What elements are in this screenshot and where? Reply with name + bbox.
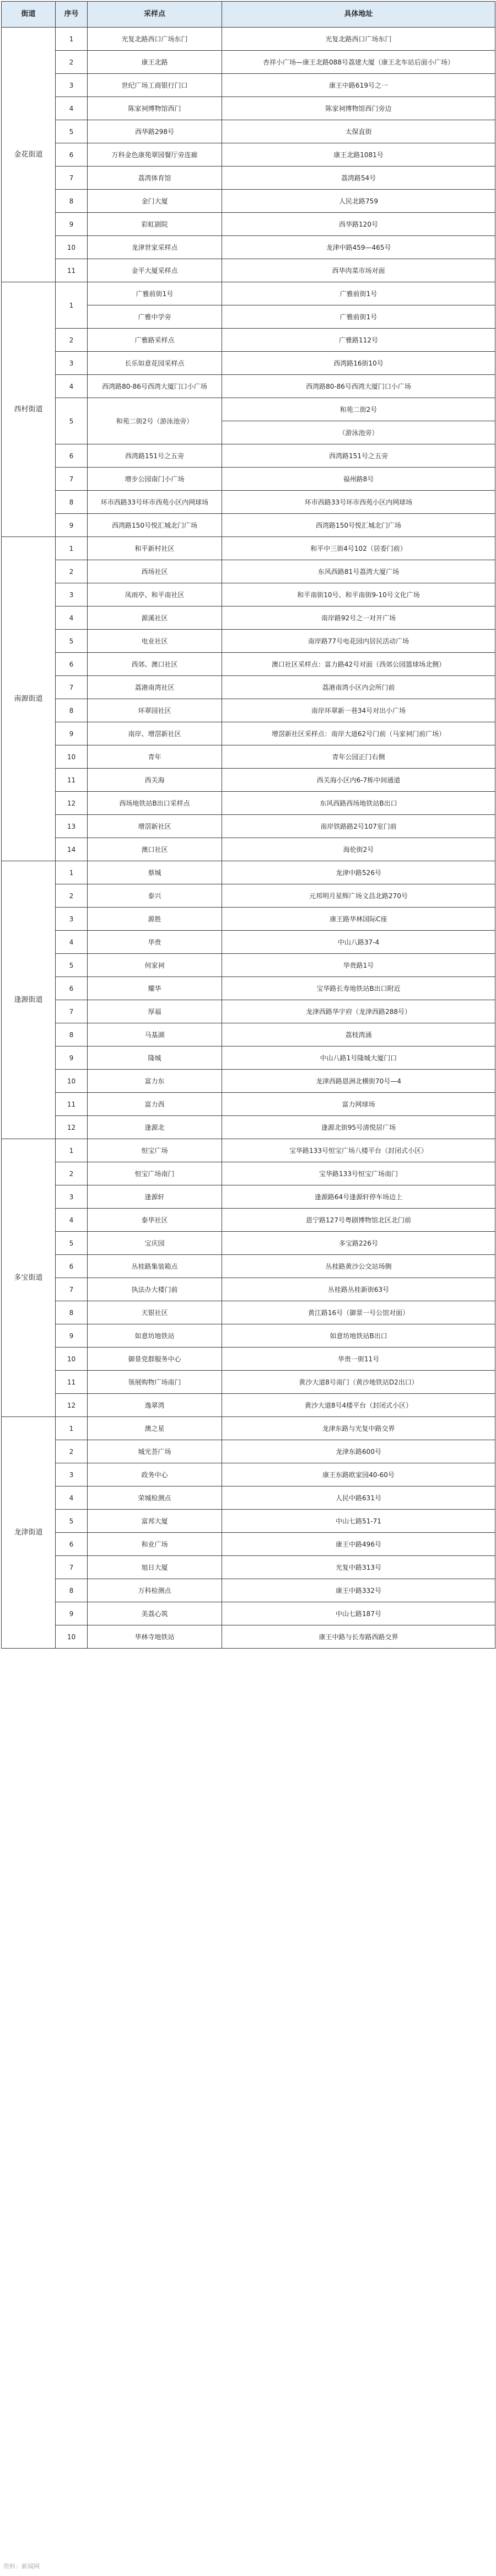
sampling-point-name: 逢源轩 [88, 1185, 222, 1209]
table-row [2, 537, 495, 560]
table-row [2, 630, 495, 653]
address-cell: 西关海小区内6-7栋中间通道 [222, 769, 495, 792]
table-row [2, 908, 495, 931]
table-row [2, 51, 495, 74]
table-row [2, 1324, 495, 1348]
address-cell: 西华路120号 [222, 213, 495, 236]
table-row [2, 1417, 495, 1440]
header-sampling-point: 采样点 [88, 2, 222, 28]
row-number: 9 [56, 1324, 88, 1348]
table-row [2, 1579, 495, 1602]
table-row [2, 1463, 495, 1486]
sampling-point-name: 西关海 [88, 769, 222, 792]
row-number: 6 [56, 653, 88, 676]
address-cell: 西湾路80-86号西湾大厦门口小广场 [222, 375, 495, 398]
row-number: 9 [56, 1046, 88, 1070]
sampling-point-name: 执法办大楼门前 [88, 1278, 222, 1301]
table-row [2, 699, 495, 722]
address-cell: 中山七路187号 [222, 1602, 495, 1625]
address-cell: 多宝路226号 [222, 1232, 495, 1255]
sampling-point-name: 西湾路80-86号西湾大厦门口小广场 [88, 375, 222, 398]
address-cell: 康王北路1081号 [222, 143, 495, 167]
address-cell: 南岸路92号之一对开广场 [222, 607, 495, 630]
district-cell: 金花街道 [2, 28, 56, 282]
row-number: 12 [56, 792, 88, 815]
table-row [2, 1000, 495, 1023]
row-number: 10 [56, 1348, 88, 1371]
row-number: 4 [56, 931, 88, 954]
address-cell: 南岸铁路路2号107室门前 [222, 815, 495, 838]
row-number: 10 [56, 236, 88, 259]
header-district: 街道 [2, 2, 56, 28]
table-row [2, 884, 495, 908]
table-row [2, 1093, 495, 1116]
row-number: 6 [56, 1255, 88, 1278]
address-cell: 增滘新社区采样点：南岸大道62号门前（马家祠门前广场） [222, 722, 495, 745]
row-number: 4 [56, 97, 88, 120]
table-row [2, 954, 495, 977]
district-cell: 逢源街道 [2, 861, 56, 1139]
address-cell: 元邦明月星辉广场文昌北路270号 [222, 884, 495, 908]
row-number: 9 [56, 1602, 88, 1625]
address-cell: 华贵路1号 [222, 954, 495, 977]
address-cell: 人民北路759 [222, 190, 495, 213]
sampling-point-name: 西场地铁站B出口采样点 [88, 792, 222, 815]
address-cell: 福州路8号 [222, 468, 495, 491]
sampling-point-name: 泰华社区 [88, 1209, 222, 1232]
sampling-point-name: 逸翠湾 [88, 1394, 222, 1417]
sampling-point-name: 康王北路 [88, 51, 222, 74]
address-cell: 西湾路151号之五旁 [222, 444, 495, 468]
address-cell: 富力网球场 [222, 1093, 495, 1116]
sampling-point-name: 美荔心筑 [88, 1602, 222, 1625]
row-number: 2 [56, 884, 88, 908]
sampling-point-name: 恒宝广场南门 [88, 1162, 222, 1185]
sampling-point-name: 富邦大厦 [88, 1510, 222, 1533]
row-number: 8 [56, 1301, 88, 1324]
table-row [2, 745, 495, 769]
address-cell: 龙津东路与光复中路交界 [222, 1417, 495, 1440]
row-number: 10 [56, 1625, 88, 1649]
sampling-point-name: 荣城检测点 [88, 1486, 222, 1510]
row-number: 5 [56, 1232, 88, 1255]
row-number: 11 [56, 1093, 88, 1116]
sampling-point-name: 环市西路33号环市西苑小区内网球场 [88, 491, 222, 514]
table-row [2, 190, 495, 213]
address-cell: 康王中路496号 [222, 1533, 495, 1556]
table-row [2, 560, 495, 583]
row-number: 6 [56, 143, 88, 167]
table-row [2, 1625, 495, 1649]
address-cell: 中山八路37-4 [222, 931, 495, 954]
table-row [2, 491, 495, 514]
row-number: 3 [56, 908, 88, 931]
sampling-point-name: 厚福 [88, 1000, 222, 1023]
address-cell: 南岸环翠新一巷34号对出小广场 [222, 699, 495, 722]
sampling-point-name: 和平新村社区 [88, 537, 222, 560]
address-cell: 海伦街2号 [222, 838, 495, 861]
row-number: 14 [56, 838, 88, 861]
sampling-point-name: 万科金色康苑翠园餐厅旁连廊 [88, 143, 222, 167]
sampling-point-name: 环翠园社区 [88, 699, 222, 722]
row-number: 9 [56, 213, 88, 236]
sampling-point-name: 耀华 [88, 977, 222, 1000]
sampling-points-table [1, 1, 495, 1649]
table-row [2, 167, 495, 190]
table-row [2, 74, 495, 97]
address-cell: 逢源路64号逢源轩停车场边上 [222, 1185, 495, 1209]
row-number: 4 [56, 1209, 88, 1232]
sampling-point-name: 马基湖 [88, 1023, 222, 1046]
table-row [2, 1278, 495, 1301]
row-number: 3 [56, 1185, 88, 1209]
address-cell: 和平中三街4号102（居委门前） [222, 537, 495, 560]
address-cell: 康王路华林国际C座 [222, 908, 495, 931]
table-row [2, 1486, 495, 1510]
table-row [2, 213, 495, 236]
address-cell: 逢源北街95号清悦居广场 [222, 1116, 495, 1139]
sampling-point-name: 源胜 [88, 908, 222, 931]
address-cell: 光复中路313号 [222, 1556, 495, 1579]
sampling-point-name: 恒宝广场 [88, 1139, 222, 1162]
address-cell: 康王东路欧家园40-60号 [222, 1463, 495, 1486]
table-row [2, 1602, 495, 1625]
sampling-point-name: 御景党群服务中心 [88, 1348, 222, 1371]
sampling-point-name: 万科检测点 [88, 1579, 222, 1602]
address-cell: 康王中路332号 [222, 1579, 495, 1602]
address-cell: 和平南街10号、和平南街9-10号文化广场 [222, 583, 495, 607]
address-cell: 荔湾路54号 [222, 167, 495, 190]
address-cell: 陈家祠博物馆西门旁边 [222, 97, 495, 120]
table-row [2, 444, 495, 468]
address-cell: 青年公园正门右侧 [222, 745, 495, 769]
row-number: 2 [56, 1162, 88, 1185]
sampling-point-name: 增滘新社区 [88, 815, 222, 838]
row-number: 6 [56, 1533, 88, 1556]
sampling-point-name: 西湾路150号悦汇城北门广场 [88, 514, 222, 537]
table-row [2, 1185, 495, 1209]
address-cell: 太保直街 [222, 120, 495, 143]
sampling-point-name: 西场社区 [88, 560, 222, 583]
row-number: 1 [56, 1139, 88, 1162]
row-number: 8 [56, 699, 88, 722]
table-row [2, 838, 495, 861]
sampling-point-name: 泰兴 [88, 884, 222, 908]
sampling-point-name: 隆城 [88, 1046, 222, 1070]
sampling-point-name: 澳之星 [88, 1417, 222, 1440]
table-body [2, 28, 495, 1649]
row-number: 2 [56, 560, 88, 583]
row-number: 5 [56, 120, 88, 143]
row-number: 7 [56, 468, 88, 491]
address-cell: 荔港南湾小区内会所门前 [222, 676, 495, 699]
address-cell: 光复北路西口广场东门 [222, 28, 495, 51]
address-cell: 龙津东路600号 [222, 1440, 495, 1463]
address-cell: 丛桂路黄沙公交站场侧 [222, 1255, 495, 1278]
address-cell: 华贵一街11号 [222, 1348, 495, 1371]
sampling-point-name: 逢源北 [88, 1116, 222, 1139]
sampling-point-name: 青年 [88, 745, 222, 769]
table-row [2, 1046, 495, 1070]
table-row [2, 769, 495, 792]
table-row [2, 676, 495, 699]
row-number: 8 [56, 1023, 88, 1046]
address-cell: 黄沙大道8号南门（黄沙地铁站D2出口） [222, 1371, 495, 1394]
table-row [2, 815, 495, 838]
table-row [2, 1533, 495, 1556]
row-number: 8 [56, 190, 88, 213]
table-row [2, 1394, 495, 1417]
address-cell: 宝华路133号恒宝广场八楼平台（封闭式小区） [222, 1139, 495, 1162]
district-cell: 南源街道 [2, 537, 56, 861]
address-cell-line2: 广雅前街1号 [222, 305, 495, 329]
sampling-point-name: 光复北路西口广场东门 [88, 28, 222, 51]
address-cell: 西湾路16街10号 [222, 352, 495, 375]
address-cell: 东风西路81号荔湾大厦广场 [222, 560, 495, 583]
sampling-point-name: 领展购物广场南门 [88, 1371, 222, 1394]
table-row [2, 1116, 495, 1139]
address-cell: 龙津中路459—465号 [222, 236, 495, 259]
row-number: 4 [56, 607, 88, 630]
address-cell: 和苑二街2号 [222, 398, 495, 421]
sampling-point-name: 世纪广场工商银行门口 [88, 74, 222, 97]
row-number: 2 [56, 1440, 88, 1463]
address-cell: 黄江路16号（御景一号公馆对面） [222, 1301, 495, 1324]
sampling-point-name: 宝庆园 [88, 1232, 222, 1255]
table-row [2, 282, 495, 305]
sampling-point-name: 金门大厦 [88, 190, 222, 213]
address-cell: 黄沙大道8号4楼平台（封闭式小区） [222, 1394, 495, 1417]
table-row [2, 977, 495, 1000]
table-row [2, 607, 495, 630]
row-number: 7 [56, 1278, 88, 1301]
header-number: 序号 [56, 2, 88, 28]
row-number: 5 [56, 1510, 88, 1533]
address-cell: 中山八路1号隆城大厦门口 [222, 1046, 495, 1070]
address-cell: 杏祥小广场—康王北路088号荔建大厦（康王北车站后面小广场） [222, 51, 495, 74]
sampling-point-name: 和业广场 [88, 1533, 222, 1556]
sampling-point-name: 政务中心 [88, 1463, 222, 1486]
sampling-point-name: 西湾路151号之五旁 [88, 444, 222, 468]
row-number: 7 [56, 1000, 88, 1023]
sampling-point-name: 如意坊地铁站 [88, 1324, 222, 1348]
table-row [2, 653, 495, 676]
address-cell: 恩宁路127号粤剧博物馆北区北门前 [222, 1209, 495, 1232]
sampling-point-name: 彩虹剧院 [88, 213, 222, 236]
address-cell: 环市西路33号环市西苑小区内网球场 [222, 491, 495, 514]
table-row [2, 143, 495, 167]
row-number: 9 [56, 722, 88, 745]
row-number: 8 [56, 491, 88, 514]
table-row [2, 329, 495, 352]
row-number: 6 [56, 444, 88, 468]
table-row [2, 1070, 495, 1093]
sampling-point-name: 电业社区 [88, 630, 222, 653]
district-cell: 西村街道 [2, 282, 56, 537]
sampling-point-name: 和苑二街2号（游泳池旁） [88, 398, 222, 444]
sampling-point-name: 富力西 [88, 1093, 222, 1116]
sampling-point-name: 西华路298号 [88, 120, 222, 143]
row-number: 11 [56, 769, 88, 792]
table-row [2, 583, 495, 607]
address-cell-line2: （游泳池旁） [222, 421, 495, 444]
table-row [2, 97, 495, 120]
table-row [2, 375, 495, 398]
address-cell: 西湾路150号悦汇城北门广场 [222, 514, 495, 537]
sampling-point-name: 富力东 [88, 1070, 222, 1093]
sampling-point-name: 丛桂路集装箱点 [88, 1255, 222, 1278]
sampling-point-name: 西郊、澳口社区 [88, 653, 222, 676]
row-number: 2 [56, 51, 88, 74]
row-number: 13 [56, 815, 88, 838]
row-number: 9 [56, 514, 88, 537]
address-cell: 丛桂路丛桂新街63号 [222, 1278, 495, 1301]
table-row [2, 1255, 495, 1278]
table-row [2, 1232, 495, 1255]
table-header-row [2, 2, 495, 28]
sampling-point-name: 金平大厦采样点 [88, 259, 222, 282]
table-row [2, 1510, 495, 1533]
table-row [2, 1371, 495, 1394]
sampling-point-name: 荔港南湾社区 [88, 676, 222, 699]
sampling-point-name: 增步公园南门小广场 [88, 468, 222, 491]
sampling-point-name: 源溪社区 [88, 607, 222, 630]
row-number: 3 [56, 352, 88, 375]
row-number: 7 [56, 676, 88, 699]
sampling-point-name: 南岸、增滘新社区 [88, 722, 222, 745]
row-number: 8 [56, 1579, 88, 1602]
sampling-point-name: 广雅前街1号 [88, 282, 222, 305]
address-cell: 如意坊地铁站B出口 [222, 1324, 495, 1348]
row-number: 2 [56, 329, 88, 352]
row-number: 1 [56, 28, 88, 51]
address-cell: 东风西路西场地铁站B出口 [222, 792, 495, 815]
table-row [2, 1301, 495, 1324]
table-row [2, 28, 495, 51]
sampling-point-name: 荔湾体育馆 [88, 167, 222, 190]
sampling-point-name: 蔡城 [88, 861, 222, 884]
watermark-text: 资料：新闻网 [3, 2563, 40, 2570]
row-number: 1 [56, 537, 88, 560]
address-cell: 荔枝湾涌 [222, 1023, 495, 1046]
table-row [2, 931, 495, 954]
address-cell: 中山七路51-71 [222, 1510, 495, 1533]
table-row [2, 792, 495, 815]
table-row [2, 259, 495, 282]
table-row [2, 1440, 495, 1463]
table-row [2, 236, 495, 259]
address-cell: 龙津西路恩洲北横街70号—4 [222, 1070, 495, 1093]
table-row [2, 1023, 495, 1046]
address-cell: 龙津中路526号 [222, 861, 495, 884]
sampling-point-name: 天银社区 [88, 1301, 222, 1324]
table-row [2, 861, 495, 884]
address-cell: 龙津西路华宇府（龙津西路288号） [222, 1000, 495, 1023]
address-cell: 广雅前街1号 [222, 282, 495, 305]
sampling-point-name: 何家祠 [88, 954, 222, 977]
row-number: 6 [56, 977, 88, 1000]
address-cell: 澳口社区采样点：富力路42号对面（西郊公园篮球场北侧） [222, 653, 495, 676]
sampling-point-name: 龙津世家采样点 [88, 236, 222, 259]
table-row [2, 120, 495, 143]
sampling-point-name: 陈家祠博物馆西门 [88, 97, 222, 120]
row-number: 3 [56, 74, 88, 97]
row-number: 12 [56, 1116, 88, 1139]
row-number: 11 [56, 259, 88, 282]
table-row [2, 398, 495, 421]
address-cell: 康王中路619号之一 [222, 74, 495, 97]
address-cell: 宝华路133号恒宝广场南门 [222, 1162, 495, 1185]
row-number: 10 [56, 745, 88, 769]
address-cell: 宝华路长寿地铁站B出口附近 [222, 977, 495, 1000]
table-row [2, 352, 495, 375]
table-row [2, 722, 495, 745]
sampling-point-name: 城光荟广场 [88, 1440, 222, 1463]
row-number: 3 [56, 1463, 88, 1486]
address-cell: 人民中路631号 [222, 1486, 495, 1510]
row-number: 1 [56, 1417, 88, 1440]
sampling-point-name: 澳口社区 [88, 838, 222, 861]
row-number: 4 [56, 1486, 88, 1510]
table-row [2, 1348, 495, 1371]
district-cell: 多宝街道 [2, 1139, 56, 1417]
row-number: 3 [56, 583, 88, 607]
sampling-point-name: 凤雨亭、和平南社区 [88, 583, 222, 607]
table-row [2, 1139, 495, 1162]
row-number: 5 [56, 630, 88, 653]
header-address: 具体地址 [222, 2, 495, 28]
row-number: 7 [56, 1556, 88, 1579]
row-number: 5 [56, 954, 88, 977]
sampling-point-name: 广雅路采样点 [88, 329, 222, 352]
row-number: 7 [56, 167, 88, 190]
table-row [2, 468, 495, 491]
row-number: 1 [56, 861, 88, 884]
sampling-point-name: 华林寺地铁站 [88, 1625, 222, 1649]
sampling-point-name: 长乐如意花园采样点 [88, 352, 222, 375]
sampling-point-name: 旭日大厦 [88, 1556, 222, 1579]
address-cell: 南岸路77号电花园内居民活动广场 [222, 630, 495, 653]
row-number: 10 [56, 1070, 88, 1093]
row-number: 11 [56, 1371, 88, 1394]
table-row [2, 1209, 495, 1232]
sampling-point-name: 华贵 [88, 931, 222, 954]
address-cell: 西华肉菜市场对面 [222, 259, 495, 282]
row-number: 12 [56, 1394, 88, 1417]
sampling-point-name-line2: 广雅中学旁 [88, 305, 222, 329]
address-cell: 广雅路112号 [222, 329, 495, 352]
table-row [2, 514, 495, 537]
row-number: 5 [56, 398, 88, 444]
row-number: 1 [56, 282, 88, 329]
address-cell: 康王中路与长寿路西路交界 [222, 1625, 495, 1649]
row-number: 4 [56, 375, 88, 398]
district-cell: 龙津街道 [2, 1417, 56, 1649]
table-row [2, 1162, 495, 1185]
table-row [2, 1556, 495, 1579]
